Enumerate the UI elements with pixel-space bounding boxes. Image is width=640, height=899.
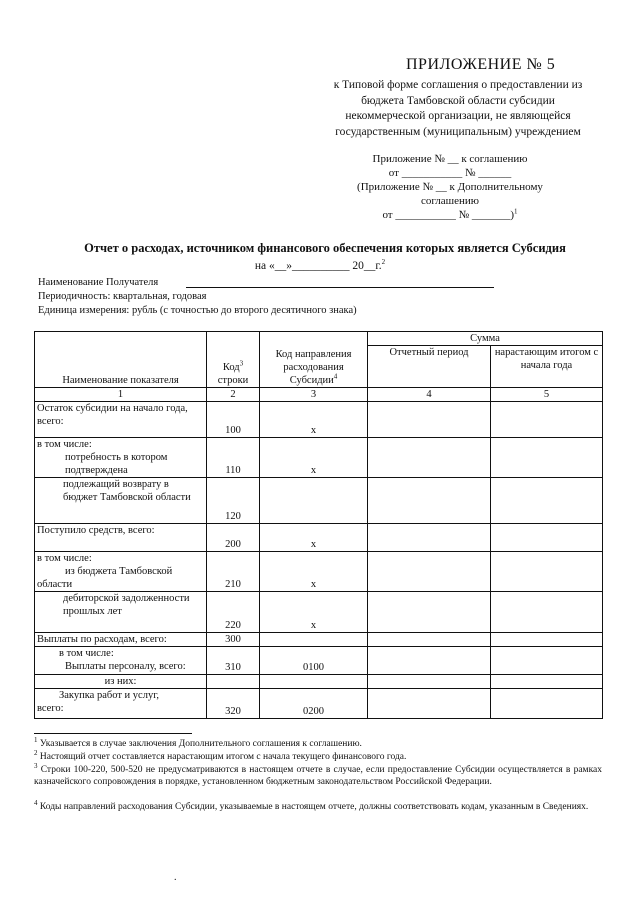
row-code [207, 675, 260, 689]
appendix-subtitle [318, 78, 598, 140]
row-name: в том числе: [37, 553, 92, 564]
cumulative-cell[interactable] [491, 647, 603, 675]
row-name: Остаток субсидии на начало года, всего: [35, 402, 207, 438]
row-code: 110 [207, 438, 260, 478]
row-name: Поступило средств, всего: [35, 524, 207, 552]
period-cell[interactable] [368, 675, 491, 689]
scan-speck: . [174, 872, 177, 883]
period-cell[interactable] [368, 402, 491, 438]
period-cell[interactable] [368, 647, 491, 675]
row-name: дебиторской задолженности прошлых лет [35, 592, 207, 633]
cumulative-cell[interactable] [491, 592, 603, 633]
header-code-tail: строки [217, 375, 249, 386]
cumulative-cell[interactable] [491, 478, 603, 524]
agreement-reference [330, 152, 570, 222]
periodicity: Периодичность: квартальная, годовая [38, 291, 207, 302]
table-row [35, 478, 603, 524]
col-number: 2 [207, 388, 260, 402]
row-direction: 0200 [260, 689, 368, 719]
agreement-line-text: от ___________ № _______) [382, 209, 515, 221]
agreement-line: (Приложение № __ к Дополнительному [357, 181, 543, 193]
report-date [200, 260, 440, 272]
footnote-4 [34, 798, 602, 813]
footnote-text: Коды направлений расходования Субсидии, указываемые в настоящем отчете, должны соответствовать кодам, указанным в Сведениях. [39, 802, 589, 812]
agreement-line: Приложение № __ к соглашению [372, 153, 528, 165]
row-name: в том числе: [59, 648, 114, 659]
row-direction: x [260, 524, 368, 552]
report-table [34, 331, 603, 719]
footnote-divider [34, 733, 192, 734]
agreement-line [330, 208, 570, 222]
table-row [35, 402, 603, 438]
table-row [35, 552, 603, 592]
period-cell[interactable] [368, 689, 491, 719]
row-code: 310 [207, 647, 260, 675]
unit-of-measure: Единица измерения: рубль (с точностью до второго десятичного знака) [38, 305, 357, 316]
footnote-number: 3 [34, 761, 38, 770]
footnote-3 [34, 761, 603, 788]
header-direction [260, 332, 368, 388]
row-name: в том числе: [37, 439, 92, 450]
footnote-ref: 3 [239, 359, 244, 368]
col-number: 3 [260, 388, 368, 402]
row-code: 200 [207, 524, 260, 552]
recipient-label: Наименование Получателя [38, 277, 159, 288]
header-code [207, 332, 260, 388]
footnote-ref: 2 [381, 258, 386, 267]
period-cell[interactable] [368, 478, 491, 524]
recipient-input-line[interactable] [186, 287, 494, 288]
row-subname: потребность в котором подтверждена [65, 452, 168, 476]
row-code: 120 [207, 478, 260, 524]
appendix-subtitle-line: бюджета Тамбовской области субсидии [361, 94, 555, 107]
row-direction: x [260, 592, 368, 633]
row-subname: области [37, 579, 73, 590]
row-code: 320 [207, 689, 260, 719]
row-subname: из бюджета Тамбовской [65, 566, 173, 577]
row-code: 220 [207, 592, 260, 633]
cumulative-cell[interactable] [491, 402, 603, 438]
row-code: 300 [207, 633, 260, 647]
row-name: Закупка работ и услуг, [59, 690, 159, 701]
agreement-line: соглашению [420, 195, 480, 207]
row-name: подлежащий возврату в бюджет Тамбовской области [35, 478, 207, 524]
row-name-cell [35, 438, 207, 478]
agreement-line: от ___________ № ______ [388, 167, 512, 179]
row-subname: всего: [37, 703, 64, 714]
row-subname: Выплаты персоналу, всего: [65, 661, 186, 672]
cumulative-cell[interactable] [491, 438, 603, 478]
period-cell[interactable] [368, 592, 491, 633]
period-cell[interactable] [368, 552, 491, 592]
cumulative-cell[interactable] [491, 552, 603, 592]
footnote-ref: 1 [514, 207, 518, 216]
header-cumulative: нарастающим итогом с начала года [491, 346, 603, 388]
cumulative-cell[interactable] [491, 524, 603, 552]
row-direction: x [260, 552, 368, 592]
cumulative-cell[interactable] [491, 675, 603, 689]
col-number: 4 [368, 388, 491, 402]
report-date-text: на «__»__________ 20__г. [254, 260, 382, 272]
appendix-subtitle-line: некоммерческой организации, не являющейся [345, 110, 571, 122]
footnote-number: 2 [34, 748, 38, 757]
header-direction-text: Код направления расходования Субсидии [275, 349, 352, 386]
period-cell[interactable] [368, 633, 491, 647]
cumulative-cell[interactable] [491, 633, 603, 647]
report-title: Отчет о расходах, источником финансового обеспечения которых является Субсидия [84, 241, 566, 255]
row-name-cell [35, 647, 207, 675]
header-period: Отчетный период [368, 346, 491, 388]
header-sum: Сумма [368, 332, 603, 346]
footnote-1 [34, 735, 602, 750]
table-row [35, 647, 603, 675]
footnote-text: Строки 100-220, 500-520 не предусматриваются в настоящем отчете в случае, если предоставление Субсидии осуществляется в рамках казначейского сопровождения в порядке, установленном бюджетным законодательством Российской Федерации. [34, 765, 603, 787]
row-direction [260, 633, 368, 647]
footnote-text: Настоящий отчет составляется нарастающим итогом с начала текущего финансового года. [39, 752, 407, 762]
footnote-number: 4 [34, 798, 38, 807]
table-row [35, 633, 603, 647]
appendix-title: ПРИЛОЖЕНИЕ № 5 [406, 56, 556, 73]
period-cell[interactable] [368, 524, 491, 552]
footnote-number: 1 [34, 735, 38, 744]
row-direction: x [260, 402, 368, 438]
appendix-subtitle-line: государственным (муниципальным) учреждением [335, 125, 581, 138]
table-row [35, 438, 603, 478]
row-name-cell [35, 689, 207, 719]
period-cell[interactable] [368, 438, 491, 478]
col-number: 1 [35, 388, 207, 402]
col-number: 5 [491, 388, 603, 402]
row-code: 100 [207, 402, 260, 438]
row-direction [260, 675, 368, 689]
footnote-text: Указывается в случае заключения Дополнительного соглашения к соглашению. [39, 739, 362, 749]
table-row [35, 524, 603, 552]
table-row [35, 592, 603, 633]
row-name: Выплаты по расходам, всего: [35, 633, 207, 647]
header-indicator: Наименование показателя [35, 332, 207, 388]
table-row [35, 675, 603, 689]
table-row [35, 689, 603, 719]
row-code: 210 [207, 552, 260, 592]
appendix-subtitle-line: к Типовой форме соглашения о предоставлении из [333, 79, 583, 91]
row-name: из них: [35, 675, 207, 689]
footnote-2 [34, 748, 602, 763]
row-direction [260, 478, 368, 524]
header-code-text: Код [222, 362, 240, 373]
row-direction: x [260, 438, 368, 478]
row-direction: 0100 [260, 647, 368, 675]
footnote-ref: 4 [333, 372, 338, 381]
row-name-cell [35, 552, 207, 592]
cumulative-cell[interactable] [491, 689, 603, 719]
